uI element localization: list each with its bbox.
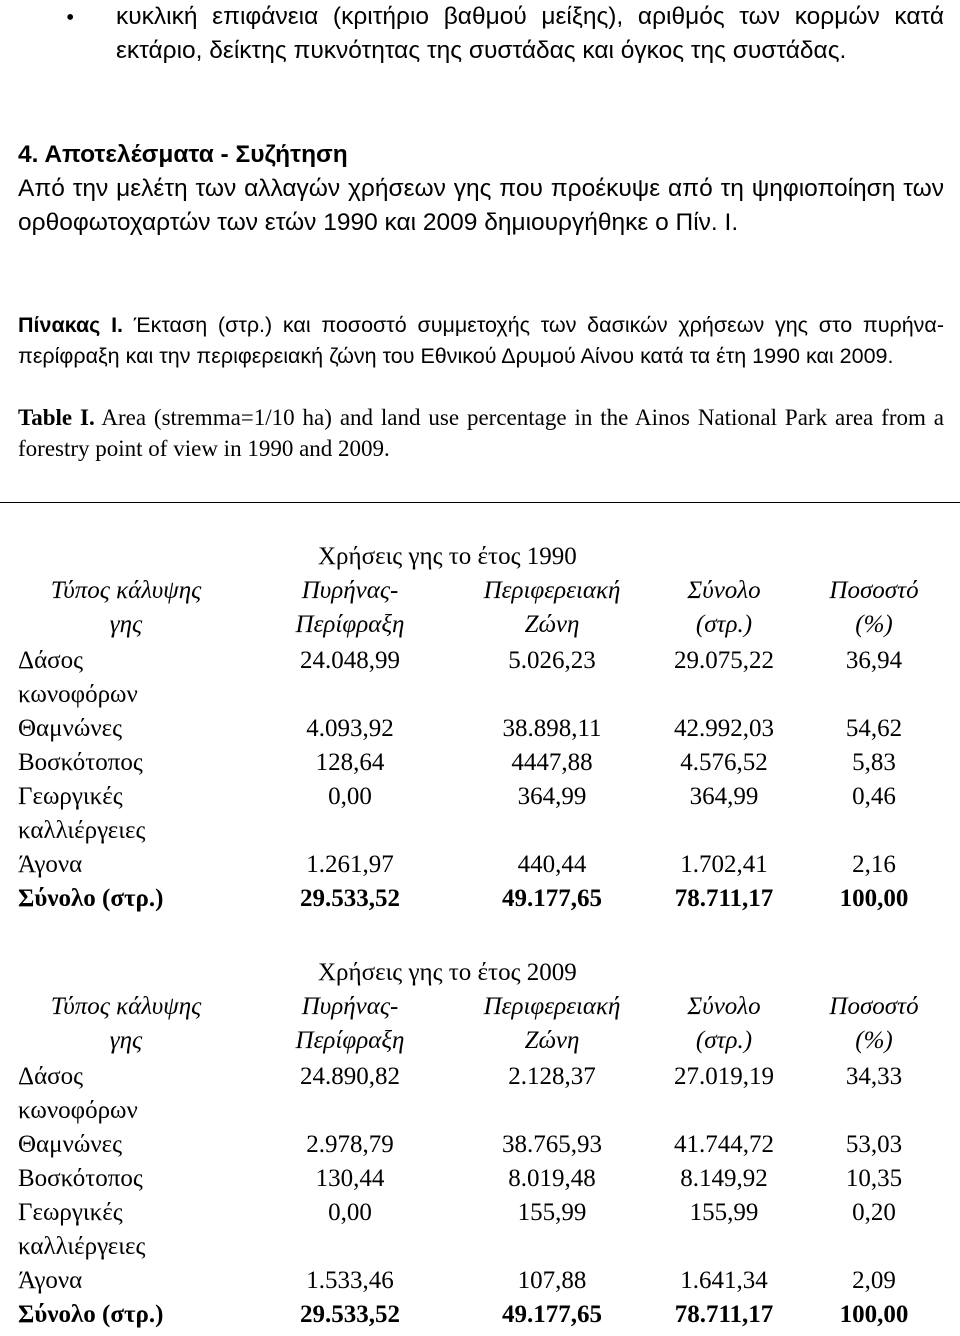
column-header: (στρ.) — [695, 1027, 753, 1054]
section-heading: 4. Αποτελέσματα - Συζήτηση — [18, 141, 348, 168]
table-title: Χρήσεις γης το έτος 2009 — [318, 959, 577, 986]
table-cell: 29.075,22 — [674, 647, 774, 674]
table-cell: 2,09 — [852, 1267, 896, 1294]
land-use-table-1990 — [0, 540, 960, 920]
caption-label-greek: Πίνακας Ι. — [18, 313, 124, 337]
column-header: Περίφραξη — [295, 1027, 405, 1054]
column-header: γης — [109, 611, 143, 638]
table-cell: 38.898,11 — [502, 715, 602, 742]
row-label: Άγονα — [18, 1267, 83, 1294]
table-cell: 4447,88 — [511, 749, 593, 776]
column-header: Τύπος κάλυψης — [50, 993, 202, 1020]
table-cell: 155,99 — [517, 1199, 587, 1226]
column-header: Περίφραξη — [295, 611, 405, 638]
table-title: Χρήσεις γης το έτος 1990 — [318, 543, 577, 570]
row-label: Δάσος — [18, 1063, 84, 1090]
table-cell: 10,35 — [845, 1165, 903, 1192]
column-header: Πυρήνας- — [301, 577, 399, 604]
table-cell: 130,44 — [315, 1165, 385, 1192]
table-caption-greek — [18, 310, 944, 372]
table-top-rule — [0, 502, 960, 503]
table-cell: 4.093,92 — [306, 715, 394, 742]
table-cell: 2.128,37 — [508, 1063, 596, 1090]
total-cell: 29.533,52 — [300, 1301, 400, 1328]
table-caption-english — [18, 402, 944, 464]
caption-text-english: Area (stremma=1/10 ha) and land use percentage in the Ainos National Park area from a forestry point of view in 1990 and 2009. — [18, 405, 944, 461]
column-header: (στρ.) — [695, 611, 753, 638]
total-cell: 78.711,17 — [674, 885, 774, 912]
table-cell: 5.026,23 — [508, 647, 596, 674]
column-header: Ζώνη — [524, 1027, 580, 1054]
table-cell: 24.890,82 — [300, 1063, 400, 1090]
row-label: Δάσος — [18, 647, 84, 674]
row-label: καλλιέργειες — [18, 1233, 146, 1260]
table-cell: 36,94 — [845, 647, 903, 674]
column-header: Πυρήνας- — [301, 993, 399, 1020]
table-cell: 53,03 — [845, 1131, 903, 1158]
table-cell: 364,99 — [689, 783, 759, 810]
row-label: Θαμνώνες — [18, 715, 123, 742]
table-cell: 155,99 — [689, 1199, 759, 1226]
bullet-text: κυκλική επιφάνεια (κριτήριο βαθμού μείξης), αριθμός των κορμών κατά εκτάριο, δείκτης πυκνότητας της συστάδας και όγκος της συστάδας. — [116, 3, 944, 64]
column-header: Σύνολο — [687, 577, 761, 604]
column-header: Ποσοστό — [829, 577, 919, 604]
column-header: Τύπος κάλυψης — [50, 577, 202, 604]
column-header: Περιφερειακή — [483, 993, 621, 1020]
table-cell: 0,46 — [852, 783, 896, 810]
bullet-icon: • — [66, 5, 75, 31]
table-cell: 27.019,19 — [674, 1063, 774, 1090]
caption-text-greek: Έκταση (στρ.) και ποσοστό συμμετοχής των δασικών χρήσεων γης στο πυρήνα-περίφραξη και την περιφερειακή ζώνη του Εθνικού Δρυμού Αίνου κατά τα έτη 1990 και 2009. — [18, 313, 944, 368]
row-label: Γεωργικές — [18, 1199, 123, 1226]
column-header: Σύνολο — [687, 993, 761, 1020]
table-cell: 24.048,99 — [300, 647, 400, 674]
column-header: Περιφερειακή — [483, 577, 621, 604]
section-paragraph: Από την μελέτη των αλλαγών χρήσεων γης που προέκυψε από τη ψηφιοποίηση των ορθοφωτοχαρτών των ετών 1990 και 2009 δημιουργήθηκε ο Πίν. Ι. — [18, 175, 944, 236]
table-cell: 1.533,46 — [306, 1267, 394, 1294]
column-header: (%) — [855, 1027, 893, 1054]
table-cell: 107,88 — [517, 1267, 587, 1294]
row-label: Άγονα — [18, 851, 83, 878]
table-cell: 364,99 — [517, 783, 587, 810]
table-cell: 41.744,72 — [674, 1131, 774, 1158]
column-header: γης — [109, 1027, 143, 1054]
table-cell: 2,16 — [852, 851, 896, 878]
table-cell: 0,00 — [328, 1199, 372, 1226]
column-header: Ζώνη — [524, 611, 580, 638]
table-cell: 2.978,79 — [306, 1131, 394, 1158]
total-cell: 100,00 — [839, 1301, 909, 1328]
table-cell: 8.149,92 — [680, 1165, 768, 1192]
table-cell: 42.992,03 — [674, 715, 774, 742]
total-cell: 49.177,65 — [502, 885, 602, 912]
table-cell: 38.765,93 — [502, 1131, 602, 1158]
row-label: Γεωργικές — [18, 783, 123, 810]
total-label: Σύνολο (στρ.) — [18, 885, 164, 912]
table-cell: 0,00 — [328, 783, 372, 810]
table-cell: 1.702,41 — [680, 851, 768, 878]
table-cell: 0,20 — [852, 1199, 896, 1226]
row-label: καλλιέργειες — [18, 817, 146, 844]
row-label: Θαμνώνες — [18, 1131, 123, 1158]
table-cell: 128,64 — [315, 749, 385, 776]
row-label: Βοσκότοπος — [18, 749, 143, 776]
table-cell: 440,44 — [517, 851, 587, 878]
table-cell: 4.576,52 — [680, 749, 768, 776]
total-cell: 49.177,65 — [502, 1301, 602, 1328]
column-header: (%) — [855, 611, 893, 638]
table-cell: 54,62 — [845, 715, 903, 742]
row-label: κωνοφόρων — [18, 1097, 138, 1124]
total-cell: 29.533,52 — [300, 885, 400, 912]
table-cell: 34,33 — [845, 1063, 903, 1090]
table-cell: 8.019,48 — [508, 1165, 596, 1192]
total-label: Σύνολο (στρ.) — [18, 1301, 164, 1328]
caption-label-english: Table I. — [18, 405, 95, 430]
total-cell: 78.711,17 — [674, 1301, 774, 1328]
table-cell: 1.641,34 — [680, 1267, 768, 1294]
column-header: Ποσοστό — [829, 993, 919, 1020]
land-use-table-2009 — [0, 956, 960, 1336]
table-cell: 1.261,97 — [306, 851, 394, 878]
table-cell: 5,83 — [852, 749, 896, 776]
row-label: Βοσκότοπος — [18, 1165, 143, 1192]
total-cell: 100,00 — [839, 885, 909, 912]
row-label: κωνοφόρων — [18, 681, 138, 708]
